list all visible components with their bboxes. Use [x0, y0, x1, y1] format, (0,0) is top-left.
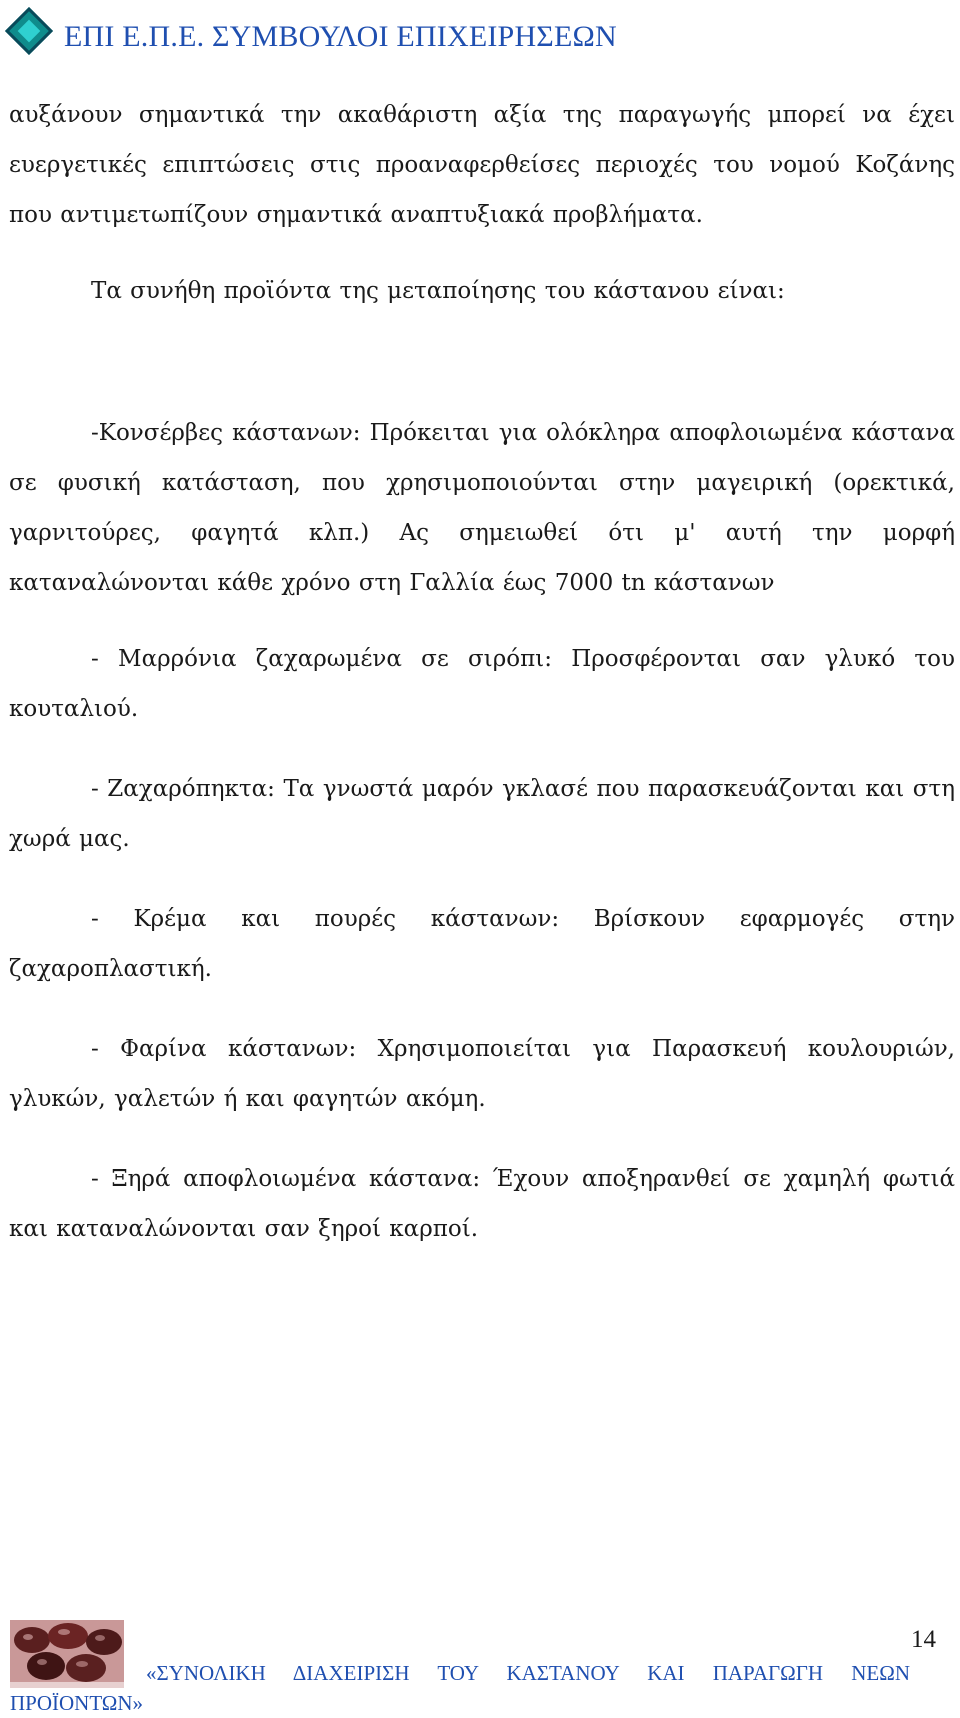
paragraph-dried-chestnuts: - Ξηρά αποφλοιωμένα κάστανα: Έχουν αποξηρανθεί σε χαμηλή φωτιά και καταναλώνονται σαν ξηροί καρποί. — [9, 1166, 955, 1242]
paragraph-candied-marrons: - Μαρρόνια ζαχαρωμένα σε σιρόπι: Προσφέρονται σαν γλυκό του κουταλιού. — [9, 646, 955, 722]
footer-project-title: «ΣΥΝΟΛΙΚΗ ΔΙΑΧΕΙΡΙΣΗ ΤΟΥ ΚΑΣΤΑΝΟΥ ΚΑΙ ΠΑΡΑΓΩΓΗ ΝΕΩΝ ΠΡΟΪΟΝΤΩΝ» — [10, 1661, 910, 1715]
paragraph-canned-chestnuts: -Κονσέρβες κάστανων: Πρόκειται για ολόκληρα αποφλοιωμένα κάστανα σε φυσική κατάσταση, που χρησιμοποιούνται στην μαγειρική (ορεκτικά, γαρνιτούρες, φαγητά κλπ.) Ας σημειωθεί ότι μ' αυτή την μορφή καταναλώνονται κάθε χρόνο στη Γαλλία έως 7000 tn κάστανων — [9, 420, 955, 596]
page-header — [6, 8, 946, 60]
header-title: ΕΠΙ Ε.Π.Ε. ΣΥΜΒΟΥΛΟΙ ΕΠΙΧΕΙΡΗΣΕΩΝ — [64, 20, 617, 53]
paragraph-marron-glace: - Ζαχαρόπηκτα: Τα γνωστά μαρόν γκλασέ που παρασκευάζονται και στη χωρά μας. — [9, 776, 955, 852]
paragraph-chestnut-flour: - Φαρίνα κάστανων: Χρησιμοποιείται για Παρασκευή κουλουριών, γλυκών, γαλετών ή και φαγητών ακόμη. — [9, 1036, 955, 1112]
page-number: 14 — [911, 1626, 936, 1653]
document-body — [9, 90, 955, 1254]
paragraph-products-heading: Τα συνήθη προϊόντα της μεταποίησης του κάστανου είναι: — [91, 278, 785, 304]
diamond-logo-icon — [5, 7, 53, 55]
paragraph-chestnut-cream: - Κρέμα και πουρές κάστανων: Βρίσκουν εφαρμογές στην ζαχαροπλαστική. — [9, 906, 955, 982]
paragraph-intro: αυξάνουν σημαντικά την ακαθάριστη αξία της παραγωγής μπορεί να έχει ευεργετικές επιπτώσεις στις προαναφερθείσες περιοχές του νομού Κοζάνης που αντιμετωπίζουν σημαντικά αναπτυξιακά προβλήματα. — [9, 102, 955, 228]
